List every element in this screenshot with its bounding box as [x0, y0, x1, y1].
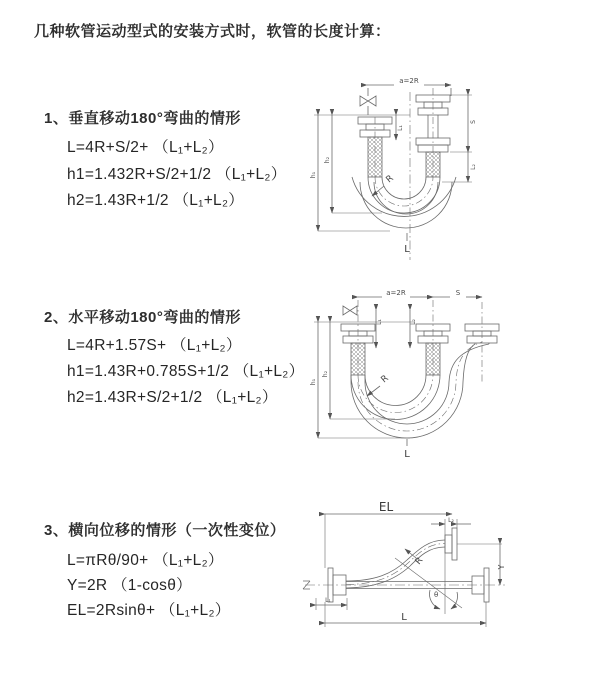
section-1-heading: 1、垂直移动180°弯曲的情形	[44, 110, 241, 127]
dim-label-h1: h₁	[310, 378, 317, 386]
dim-label-l2: L₂	[410, 319, 417, 325]
page-title: 几种软管运动型式的安装方式时，软管的长度计算：	[34, 23, 391, 40]
dim-label-l2: L₂	[448, 517, 454, 524]
dim-label-h2: h₂	[324, 156, 331, 164]
formula: L=4R+1.57S+ （L₁+L₂）	[67, 337, 242, 354]
dim-label-l1: L₁	[325, 597, 331, 604]
formula: EL=2Rsinθ+ （L₁+L₂）	[67, 602, 231, 619]
dim-label-l2: L₂	[470, 164, 477, 170]
formula: h2=1.43R+1/2 （L₁+L₂）	[67, 192, 245, 209]
dim-label-span: a=2R	[399, 77, 419, 85]
formula: L=4R+S/2+ （L₁+L₂）	[67, 139, 224, 156]
dim-label-h1: h₁	[310, 171, 317, 179]
dim-label-h2: h₂	[322, 370, 329, 378]
dim-label-r: R	[379, 373, 391, 386]
dim-label-l: L	[404, 449, 410, 460]
section-3-heading: 3、横向位移的情形（一次性变位）	[44, 522, 286, 539]
dim-label-el: EL	[378, 500, 394, 514]
formula: h1=1.432R+S/2+1/2 （L₁+L₂）	[67, 166, 287, 183]
dim-label-span: a=2R	[386, 289, 406, 297]
formula: h1=1.43R+0.785S+1/2 （L₁+L₂）	[67, 363, 305, 380]
dim-label-r: R	[413, 555, 426, 567]
dim-label-l: L	[404, 244, 410, 255]
formula: h2=1.43R+S/2+1/2 （L₁+L₂）	[67, 389, 278, 406]
diagram-vertical-180-bend	[310, 70, 600, 266]
dim-label-l: L	[401, 612, 407, 623]
dim-label-r: R	[384, 173, 396, 186]
dim-label-l1: L₁	[397, 125, 404, 131]
dim-label-l1: L₁	[376, 319, 383, 325]
dim-label-s: S	[455, 289, 461, 297]
diagram-horizontal-180-bend	[310, 282, 600, 464]
formula: Y=2R （1-cosθ）	[67, 577, 192, 594]
section-2-heading: 2、水平移动180°弯曲的情形	[44, 309, 241, 326]
formula: L=πRθ/90+ （L₁+L₂）	[67, 552, 224, 569]
diagram-lateral-displacement	[300, 498, 600, 653]
dim-label-y: Y	[497, 564, 506, 570]
dim-label-s: S	[470, 120, 477, 124]
dim-label-theta: θ	[434, 591, 439, 599]
